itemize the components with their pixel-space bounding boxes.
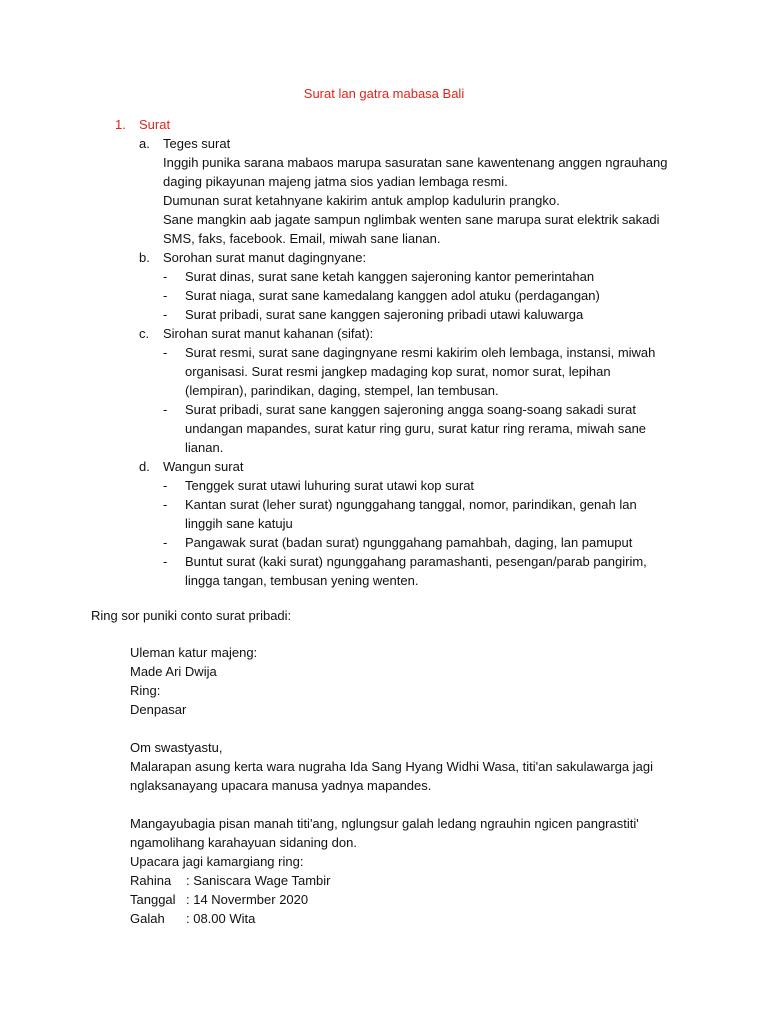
- example-intro: Ring sor puniki conto surat pribadi:: [91, 608, 292, 623]
- bullet-dash: -: [163, 554, 168, 569]
- item-title-b: Sorohan surat manut dagingnyane:: [163, 250, 367, 265]
- address-line: Ring:: [130, 683, 161, 698]
- item-letter-a: a.: [139, 136, 150, 151]
- bullet-text: lianan.: [185, 440, 224, 455]
- detail-label: Rahina: [130, 873, 172, 888]
- letter-paragraph-line: nglaksanayang upacara manusa yadnya mapandes.: [130, 778, 432, 793]
- ceremony-intro: Upacara jagi kamargiang ring:: [130, 854, 304, 869]
- item-letter-c: c.: [139, 326, 150, 341]
- address-line: Made Ari Dwija: [130, 664, 217, 679]
- bullet-dash: -: [163, 478, 168, 493]
- bullet-dash: -: [163, 307, 168, 322]
- letter-paragraph-line: ngamolihang karahayuan sidaning don.: [130, 835, 357, 850]
- bullet-text: (lempiran), parindikan, daging, stempel, lan tembusan.: [185, 383, 499, 398]
- address-line: Denpasar: [130, 702, 187, 717]
- document-title: Surat lan gatra mabasa Bali: [303, 86, 465, 101]
- paragraph-line: Inggih punika sarana mabaos marupa sasuratan sane kawentenang anggen ngrauhang: [163, 155, 668, 170]
- bullet-dash: -: [163, 535, 168, 550]
- bullet-text: undangan mapandes, surat katur ring guru, surat katur ring rerama, miwah sane: [185, 421, 647, 436]
- paragraph-line: SMS, faks, facebook. Email, miwah sane lianan.: [163, 231, 441, 246]
- item-title-a: Teges surat: [163, 136, 231, 151]
- bullet-text: Surat dinas, surat sane ketah kanggen sajeroning kantor pemerintahan: [185, 269, 595, 284]
- item-letter-b: b.: [139, 250, 150, 265]
- bullet-text: Buntut surat (kaki surat) ngunggahang paramashanti, pesengan/parab pangirim,: [185, 554, 647, 569]
- item-letter-d: d.: [139, 459, 150, 474]
- detail-label: Tanggal: [130, 892, 176, 907]
- detail-value: : 14 Novermber 2020: [186, 892, 309, 907]
- bullet-dash: -: [163, 402, 168, 417]
- detail-label: Galah: [130, 911, 165, 926]
- bullet-dash: -: [163, 288, 168, 303]
- detail-value: : 08.00 Wita: [186, 911, 256, 926]
- bullet-text: Surat resmi, surat sane dagingnyane resmi kakirim oleh lembaga, instansi, miwah: [185, 345, 656, 360]
- item-title-c: Sirohan surat manut kahanan (sifat):: [163, 326, 374, 341]
- bullet-dash: -: [163, 497, 168, 512]
- section-heading: Surat: [139, 117, 171, 132]
- item-title-d: Wangun surat: [163, 459, 244, 474]
- letter-greeting: Om swastyastu,: [130, 740, 223, 755]
- bullet-text: Tenggek surat utawi luhuring surat utawi kop surat: [185, 478, 475, 493]
- bullet-dash: -: [163, 269, 168, 284]
- bullet-text: linggih sane katuju: [185, 516, 293, 531]
- paragraph-line: Dumunan surat ketahnyane kakirim antuk amplop kadulurin prangko.: [163, 193, 560, 208]
- section-number: 1.: [115, 117, 126, 132]
- bullet-text: Kantan surat (leher surat) ngunggahang tanggal, nomor, parindikan, genah lan: [185, 497, 637, 512]
- paragraph-line: Sane mangkin aab jagate sampun nglimbak wenten sane marupa surat elektrik sakadi: [163, 212, 660, 227]
- bullet-text: organisasi. Surat resmi jangkep madaging kop surat, nomor surat, lepihan: [185, 364, 611, 379]
- bullet-dash: -: [163, 345, 168, 360]
- bullet-text: Surat niaga, surat sane kamedalang kanggen adol atuku (perdagangan): [185, 288, 600, 303]
- detail-value: : Saniscara Wage Tambir: [186, 873, 331, 888]
- bullet-text: lingga tangan, tembusan yening wenten.: [185, 573, 419, 588]
- bullet-text: Surat pribadi, surat sane kanggen sajeroning pribadi utawi kaluwarga: [185, 307, 584, 322]
- bullet-text: Surat pribadi, surat sane kanggen sajeroning angga soang-soang sakadi surat: [185, 402, 636, 417]
- paragraph-line: daging pikayunan majeng jatma sios yadian lembaga resmi.: [163, 174, 508, 189]
- letter-paragraph-line: Mangayubagia pisan manah titi'ang, nglungsur galah ledang ngrauhin ngicen pangrastiti': [130, 816, 639, 831]
- address-line: Uleman katur majeng:: [130, 645, 258, 660]
- bullet-text: Pangawak surat (badan surat) ngunggahang pamahbah, daging, lan pamuput: [185, 535, 633, 550]
- letter-paragraph-line: Malarapan asung kerta wara nugraha Ida Sang Hyang Widhi Wasa, titi'an sakulawarga jagi: [130, 759, 654, 774]
